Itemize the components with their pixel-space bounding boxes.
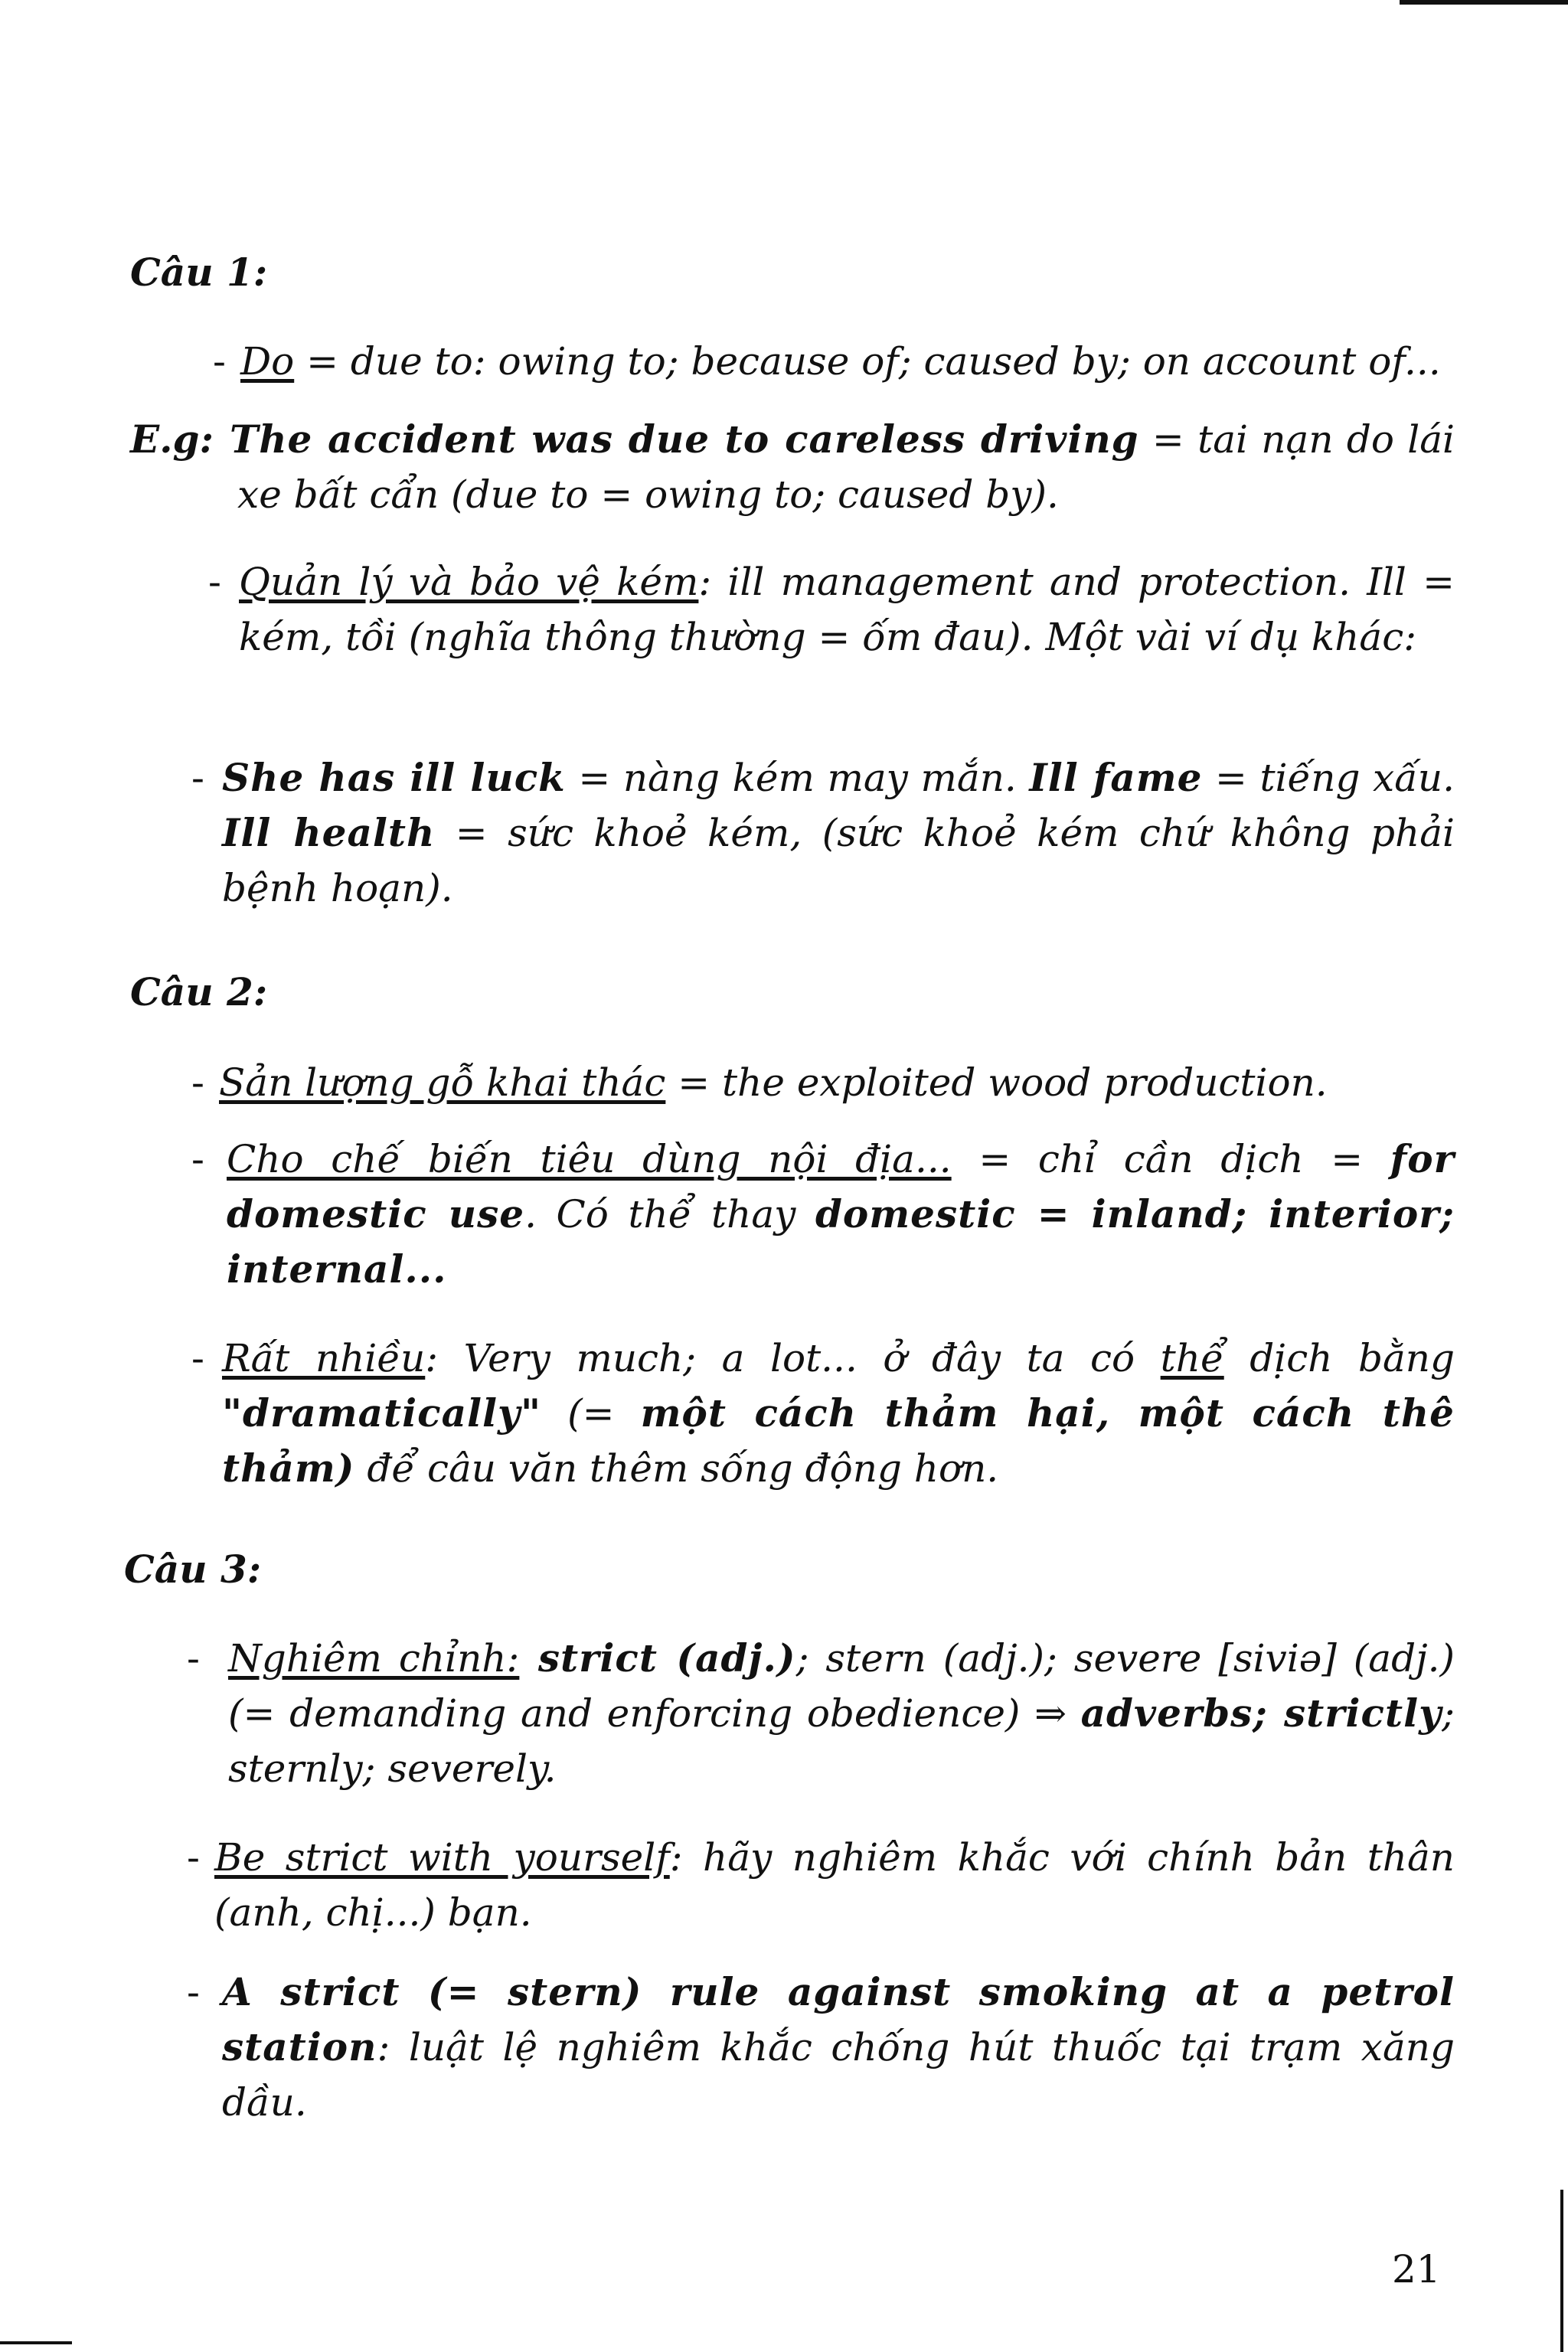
text-equals: (= bbox=[541, 1391, 641, 1436]
para-be-strict bbox=[214, 1830, 1455, 1940]
en-domestic-use: for domestic use bbox=[227, 1136, 1455, 1236]
en-adverbs-strictly: adverbs; strictly bbox=[1080, 1690, 1442, 1736]
example-ill-health-vi: = sức khoẻ kém, (sức khoẻ kém chứ không phải bệnh hoạn). bbox=[222, 811, 1455, 910]
bullet-dash: - bbox=[187, 1835, 200, 1880]
top-edge-rule bbox=[1400, 0, 1568, 5]
example-ill-luck: She has ill luck bbox=[222, 755, 566, 800]
en-strict: strict (adj.) bbox=[519, 1635, 796, 1681]
para-san-luong bbox=[219, 1055, 1455, 1110]
example-ill-health: Ill health bbox=[222, 810, 436, 855]
def-adverbs-rest: ; sternly; severely. bbox=[228, 1691, 1455, 1791]
en-strict-rule: A strict (= stern) rule against smoking at a petrol station bbox=[222, 1969, 1455, 2069]
para-ill-examples bbox=[222, 750, 1455, 916]
eg-label: E.g: bbox=[130, 416, 214, 462]
para-rat-nhieu bbox=[222, 1331, 1455, 1496]
vi-strict-rule: : luật lệ nghiêm khắc chống hút thuốc tại trạm xăng dầu. bbox=[222, 2025, 1455, 2125]
term-san-luong: Sản lượng gỗ khai thác bbox=[219, 1060, 666, 1105]
bottom-edge-rule bbox=[0, 2341, 72, 2344]
bullet-dash: - bbox=[208, 560, 221, 604]
term-nghiem-chinh: Nghiêm chỉnh: bbox=[228, 1636, 520, 1681]
word-the: thể bbox=[1160, 1336, 1224, 1380]
para-che-bien bbox=[227, 1132, 1455, 1297]
def-do: = due to: owing to; because of; caused by; on account of... bbox=[294, 339, 1441, 384]
term-do: Do bbox=[240, 339, 295, 384]
vi-tham-hai: một cách thảm hại, một cách thê thảm) bbox=[222, 1390, 1455, 1491]
def-quan-ly: : ill management and protection. Ill = kém, tồi (nghĩa thông thường = ốm đau). Một vài ví dụ khác: bbox=[239, 560, 1455, 659]
heading-cau-2: Câu 2: bbox=[130, 969, 268, 1014]
bullet-dash: - bbox=[191, 1336, 204, 1380]
para-eg bbox=[230, 412, 1455, 522]
eg-translation: = tai nạn do lái xe bất cẩn (due to = owing to; caused by). bbox=[237, 417, 1455, 517]
en-dramatically: "dramatically" bbox=[222, 1390, 542, 1436]
right-edge-rule bbox=[1560, 2190, 1563, 2352]
text-co-the-thay: . Có thể thay bbox=[524, 1192, 815, 1236]
page-number: 21 bbox=[1392, 2247, 1441, 2292]
bullet-dash: - bbox=[191, 1060, 204, 1105]
def-stern-severe: ; stern (adj.); severe [siviə] (adj.) (= demanding and enforcing obedience) ⇒ bbox=[228, 1636, 1455, 1736]
term-che-bien: Cho chế biến tiêu dùng nội địa... bbox=[227, 1137, 952, 1181]
bullet-dash: - bbox=[187, 1970, 200, 2014]
heading-cau-1: Câu 1: bbox=[130, 250, 268, 295]
bullet-dash: - bbox=[187, 1636, 200, 1681]
example-ill-fame: Ill fame bbox=[1029, 755, 1203, 800]
bullet-dash: - bbox=[213, 339, 226, 384]
example-ill-fame-vi: = tiếng xấu. bbox=[1202, 756, 1455, 800]
bullet-dash: - bbox=[191, 1137, 204, 1181]
term-rat-nhieu: Rất nhiều bbox=[222, 1336, 426, 1380]
para-quan-ly bbox=[239, 554, 1455, 665]
example-ill-luck-vi: = nàng kém may mắn. bbox=[565, 756, 1030, 800]
para-do bbox=[240, 334, 1465, 389]
en-domestic-synonyms: domestic = inland; interior; internal... bbox=[227, 1191, 1455, 1292]
heading-cau-3: Câu 3: bbox=[124, 1547, 262, 1592]
def-san-luong: = the exploited wood production. bbox=[665, 1060, 1328, 1105]
term-quan-ly: Quản lý và bảo vệ kém bbox=[239, 560, 699, 604]
term-be-strict: Be strict with yourself bbox=[214, 1835, 670, 1880]
para-strict-rule bbox=[222, 1965, 1455, 2130]
bullet-dash: - bbox=[191, 756, 204, 800]
para-nghiem-chinh bbox=[228, 1631, 1455, 1796]
eg-sentence: The accident was due to careless driving bbox=[230, 416, 1139, 462]
def-rat-nhieu: : Very much; a lot... ở đây ta có bbox=[425, 1336, 1161, 1380]
text-dich-bang: dịch bằng bbox=[1223, 1336, 1455, 1380]
text-song-dong: để câu văn thêm sống động hơn. bbox=[354, 1446, 999, 1491]
text-chi-can-dich: = chỉ cần dịch = bbox=[951, 1137, 1390, 1181]
def-be-strict: : hãy nghiêm khắc với chính bản thân (anh, chị...) bạn. bbox=[214, 1835, 1455, 1935]
